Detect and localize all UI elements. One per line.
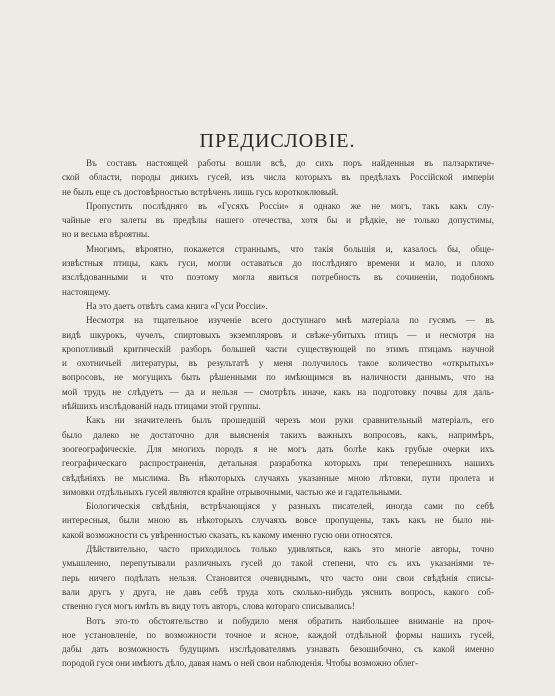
text-line: географическаго распространенія, детальная разработка которыхъ при теперешнихъ нашихъ xyxy=(62,458,494,469)
paragraph xyxy=(62,242,494,299)
text-line: и охотничьей литературы, въ результатѣ у меня получилось такое количество «открытыхъ» xyxy=(62,358,494,369)
text-line: извѣстныя птицы, какъ гуси, могли оставаться до послѣдняго времени и мало, и плохо xyxy=(62,258,494,269)
text-line: зимовки отдѣльныхъ гусей являются крайне отрывочными, частью же и гадательными. xyxy=(62,486,403,497)
text-line: ской области, породы дикихъ гусей, изъ числа которыхъ въ предѣлахъ Россійской имперіи xyxy=(62,172,494,183)
text-line: Пропустить послѣдняго въ «Гусяхъ Россіи» я однако же не могъ, такъ какъ слу- xyxy=(86,200,494,211)
text-line: нѣйшихъ изслѣдованій надъ птицами этой группы. xyxy=(62,401,261,412)
text-line: ное установленіе, по возможности точное и ясное, каждой отдѣльной формы нашихъ гусей, xyxy=(62,629,494,640)
text-line: Несмотря на тщательное изученіе всего доступнаго мнѣ матеріала по гусямъ — въ xyxy=(86,315,494,326)
text-line: какой возможности съ увѣренностью сказать, къ какому именно гусю они относятся. xyxy=(62,529,393,540)
text-line: настоящему. xyxy=(62,286,111,297)
paragraph xyxy=(62,614,494,671)
text-line: было далеко не достаточно для выясненія такихъ важныхъ вопросовъ, какъ, напримѣръ, xyxy=(62,429,494,440)
text-line: Въ составъ настоящей работы вошли всѣ, до сихъ поръ найденныя въ палэарктиче- xyxy=(86,158,494,168)
text-line: На это даетъ отвѣтъ сама книга «Гуси Россіи». xyxy=(86,300,268,311)
text-line: зоогеографическіе. Для многихъ породъ я не могъ дать болѣе какъ грубые очерки ихъ xyxy=(62,443,494,454)
paragraph xyxy=(62,199,494,242)
text-line: Біологическія свѣдѣнія, встрѣчающіяся у разныхъ писателей, иногда сами по себѣ xyxy=(86,501,494,512)
text-line: чайные его залеты въ предѣлы нашего отечества, хотя бы и рѣдкіе, не только допустимы, xyxy=(62,215,494,226)
text-line: не былъ еще съ достовѣрностью встрѣченъ лишь гусь короткоклювый. xyxy=(62,186,339,197)
text-line: Дѣйствительно, часто приходилось только удивляться, какъ это многіе авторы, точно xyxy=(86,544,494,555)
text-line: видѣ шкурокъ, чучелъ, спиртовыхъ экземпляровъ и свѣже-убитыхъ птицъ — и несмотря на xyxy=(62,329,494,340)
text-line: вали другъ у друга, не давъ себѣ труда хоть сколько-нибудь уяснить вопросъ, какого соб- xyxy=(62,586,494,597)
paragraph xyxy=(62,313,494,413)
text-line: мой трудъ не слѣдуетъ — да и нельзя — смотрѣть иначе, какъ на подготовку почвы для даль- xyxy=(62,386,494,397)
text-line: вопросовъ, не могущихъ быть рѣшенными по имѣющимся въ наличности даннымъ, что на xyxy=(62,372,494,383)
paragraph xyxy=(62,413,494,499)
paragraph xyxy=(62,499,494,542)
text-line: свѣдѣніяхъ не мыслима. Въ нѣкоторыхъ случаяхъ указанные мною лѣтовки, пути пролета и xyxy=(62,472,494,483)
text-line: но и весьма вѣроятны. xyxy=(62,229,150,240)
paragraph xyxy=(62,542,494,613)
text-line: Многимъ, вѣроятно, покажется страннымъ, что такія большія и, казалось бы, обще- xyxy=(86,243,494,254)
page-title: ПРЕДИСЛОВІЕ. xyxy=(199,130,356,152)
text-line: изслѣдованными и что поэтому могла явиться потребность въ сочиненіи, подобномъ xyxy=(62,272,494,283)
text-line: перь ничего подѣлать нельзя. Становится очевиднымъ, что часто они свои свѣдѣнія списы- xyxy=(62,572,494,583)
text-line: кропотливый критическій разборъ большей части существующей по этимъ птицамъ научной xyxy=(62,343,494,354)
text-line: дабы дать возможность будущимъ изслѣдователямъ узнавать безошибочно, съ какой именно xyxy=(62,644,494,655)
text-line: Какъ ни значителенъ былъ прошедшій черезъ мои руки сравнительный матеріалъ, его xyxy=(86,415,494,426)
text-line: интересныя, были мною въ нѣкоторыхъ случаяхъ вовсе пропущены, такъ какъ не было ни- xyxy=(62,515,494,526)
preface-text xyxy=(62,156,494,671)
text-line: ственно гуся могъ имѣть въ виду тотъ авторъ, слова котораго списывались! xyxy=(62,601,355,612)
text-line: умышленно, перепутывали различныхъ гусей до такой степени, что съ ихъ указаніями те- xyxy=(62,558,494,569)
paragraph xyxy=(62,299,494,313)
text-line: породой гуся они имѣютъ дѣло, давая намъ о ней свои наблюденія. Чтобы возможно облег- xyxy=(62,658,419,669)
text-line: Вотъ это-то обстоятельство и побудило меня обратить наибольшее вниманіе на проч- xyxy=(86,615,494,626)
paragraph xyxy=(62,156,494,199)
